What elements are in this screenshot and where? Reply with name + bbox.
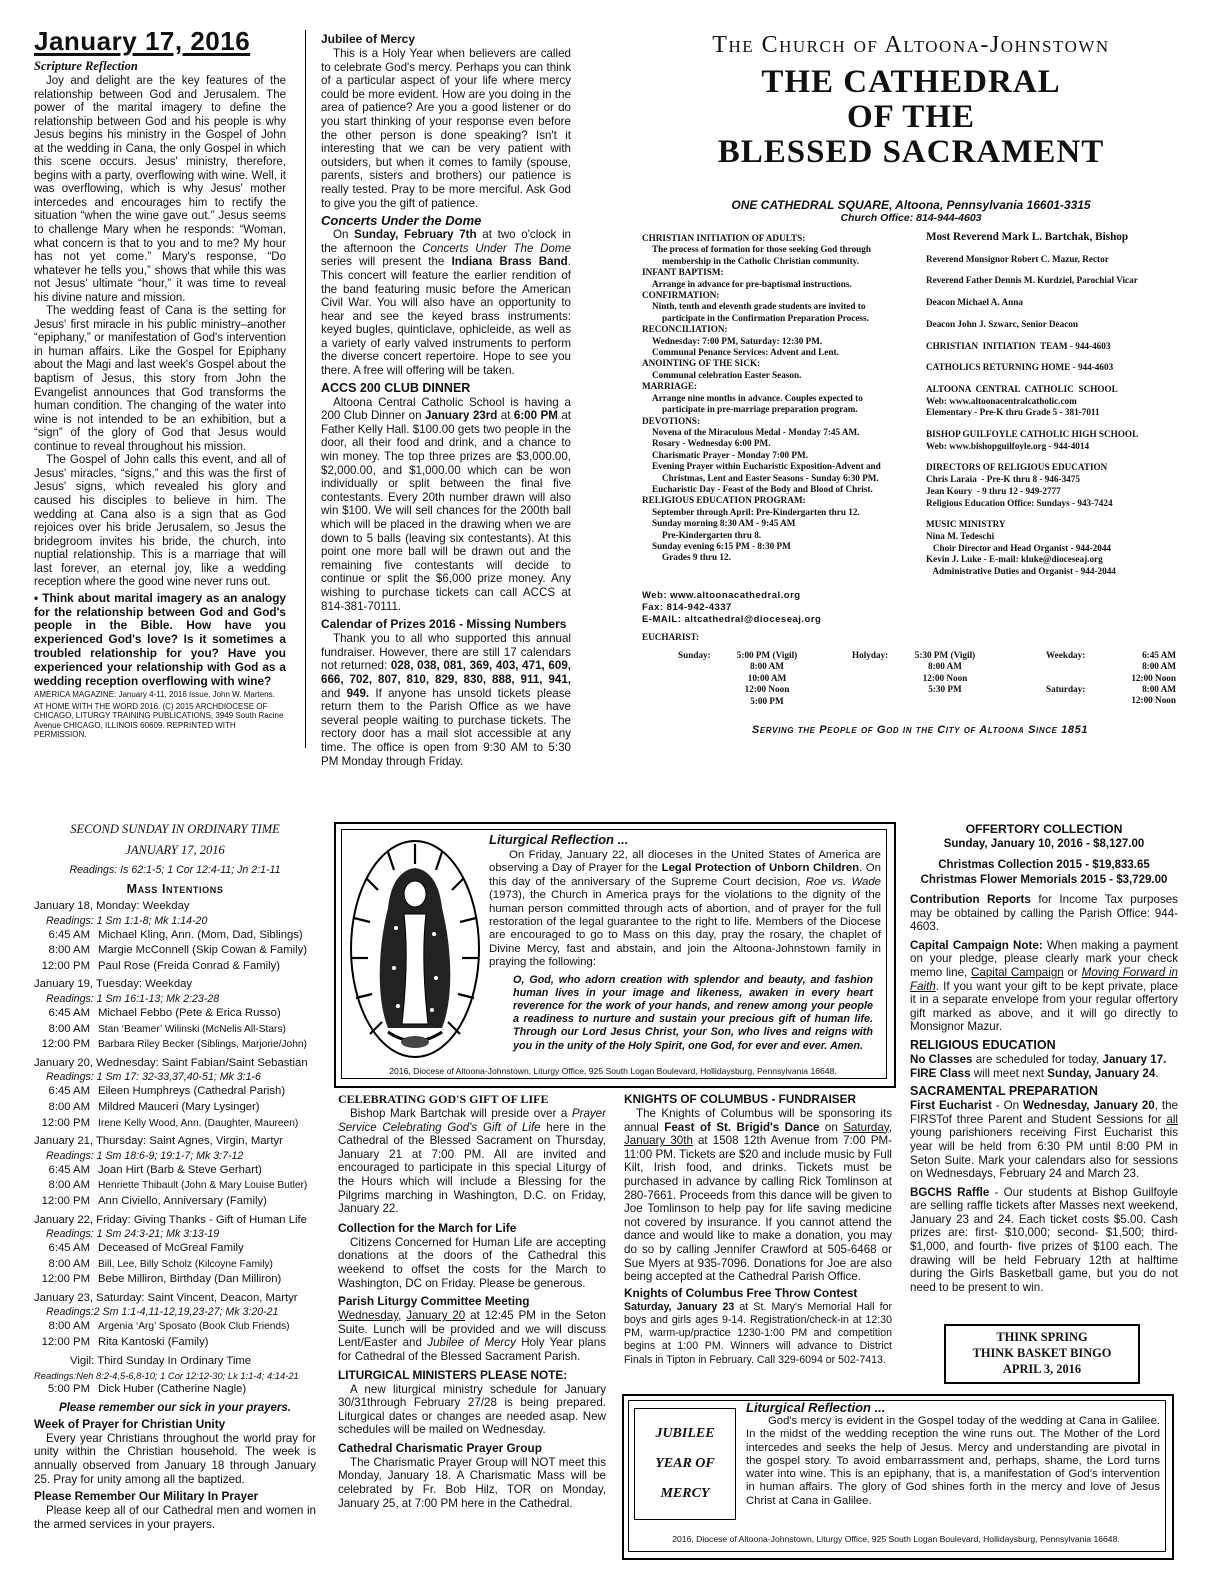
sacrament-detail: Charismatic Prayer - Monday 7:00 PM. [652,449,808,460]
sacrament-detail: Novena of the Miraculous Medal - Monday 7:45 AM. [652,426,860,437]
staff-line [926,287,1206,297]
sacramental-heading: SACRAMENTAL PREPARATION [910,1084,1098,1099]
staff-line: DIRECTORS OF RELIGIOUS EDUCATION [926,462,1108,473]
march-text: Citizens Concerned for Human Life are accepting donations at the doors of the Cathedral this weekend to offset the costs for the March to Washington, DC on Friday. Please be generous. [338,1235,606,1290]
gift-text: Bishop Mark Bartchak will preside over a Prayer Service Celebrating God's Gift of Life here in the Cathedral of the Blessed Sacrament on Thursday, January 21 at 7:00 PM. All are invited and encouraged to participate in this special Liturgy of the Hours which will include a Blessing for the Pilgrims marching in Washington, D.C. on Friday, January 22. [338,1107,606,1216]
guadalupe-image [348,838,482,1060]
staff-line [926,352,1206,362]
staff-line: BISHOP GUILFOYLE CATHOLIC HIGH SCHOOL [926,429,1139,440]
mass-intention: 12:00 PM Bebe Milliron, Birthday (Dan Milliron) [41,1273,282,1286]
mass-time: 5:00 PM [750,695,784,706]
mass-time: 10:00 AM [747,672,787,683]
mass-intention: 6:45 AM Eileen Humphreys (Cathedral Parish) [48,1085,286,1098]
masthead [620,32,1202,224]
email-link[interactable]: E-MAIL: altcathedral@dioceseaj.org [642,614,822,625]
staff-line: Deacon Michael A. Anna [926,297,1023,308]
website-link[interactable]: Web: www.altoonacathedral.org [642,590,801,601]
mass-day-title: January 22, Friday: Giving Thanks - Gift of Human Life [34,1213,307,1226]
sacrament-detail: participate in the Confirmation Preparation Process. [662,312,869,323]
sacrament-detail: Sunday morning 8:30 AM - 9:45 AM [652,518,796,529]
mass-day-readings: Readings: 1 Sm 1:1-8; Mk 1:14-20 [46,914,208,927]
liturgy-credit: 2016, Diocese of Altoona-Johnstown, Liturgy Office, 925 South Logan Boulevard, Hollidaysburg, Pennsylvania 16648. [389,1066,837,1076]
credit-line: AMERICA MAGAZINE: January 4-11, 2016 Issue, John W. Martens. [34,690,275,700]
mass-day [34,899,316,974]
staff-line: Kevin J. Luke - E-mail: kluke@dioceseaj.org [926,554,1103,565]
mass-time: 12:00 Noon [1131,695,1176,706]
calendar-text: Thank you to all who supported this annual fundraiser. However, there are still 17 calendars not returned: 028, 038, 081, 369, 403, 471, 609, 666, 702, 807, 810, 829, 830, 888, 911, 941, and 949. If anyone has unsold tickets please return them to the Parish Office as we have several people waiting to purchase tickets. The rectory door has a mail slot accessible at any time. The office is open from 9:30 AM to 5:30 PM Monday through Friday. [321,632,571,768]
liturgical-reflection-content [489,832,881,1053]
jubilee-reflection-text-block [746,1415,1160,1508]
right-column [910,822,1178,1294]
sacrament-detail: Wednesday: 7:00 PM, Saturday: 12:30 PM. [652,335,823,346]
weekday-times [1096,650,1176,684]
staff-line: CATHOLICS RETURNING HOME - 944-4603 [926,362,1114,373]
mass-time: 8:00 AM [928,661,962,672]
liturgical-reflection-title: Liturgical Reflection ... [489,832,629,847]
holyday-times [902,650,988,696]
mass-day-readings: Readings: 1 Sm 16:1-13; Mk 2:23-28 [46,992,220,1005]
mass-intention: 8:00 AM Stan ‘Beamer’ Wilinski (McNelis All-Stars) [48,1022,286,1035]
staff-line: Web: www.altoonacentralcatholic.com [926,395,1077,406]
column-divider [305,30,306,748]
sunday-readings: Readings: Is 62:1-5; 1 Cor 12:4-11; Jn 2:1-11 [69,864,281,876]
charismatic-text: The Charismatic Prayer Group will NOT meet this Monday, January 18. A Charismatic Mass will be celebrated by Fr. Bob Hilz, TOR on Monday, January 25, at 7:00 PM here in the Cathedral. [338,1455,606,1510]
staff-line [926,309,1206,319]
sacrament-detail: Christmas, Lent and Easter Seasons - Sunday 6:30 PM. [662,472,879,483]
calendar-heading: Calendar of Prizes 2016 - Missing Numbers [321,617,567,632]
sacrament-heading: INFANT BAPTISM: [642,267,724,278]
cathedral-title: THE CATHEDRAL OF THE BLESSED SACRAMENT [717,64,1105,170]
mass-intention: 8:00 AM Argenia ‘Arg’ Sposato (Book Club Friends) [48,1320,290,1333]
contribution-text: Contribution Reports for Income Tax purposes may be obtained by calling the Parish Office: 944-4603. [910,893,1178,934]
prayer-text: O, God, who adorn creation with splendor and beauty, and fashion human lives in your image and likeness, awaken in every heart reverence for the work of your hands, and renew among your people a readiness to nurture and sustain your precious gift of human life. Through our Lord Jesus Christ, your Son, who lives and reigns with you in the unity of the Holy Spirit, one God, for ever and ever. Amen. [513,973,873,1052]
scripture-paragraph: The Gospel of John calls this event, and all of Jesus' miracles, “signs,” and this was the first of Jesus' signs, which revealed his glory and caused his disciples to believe in him. The wedding at Cana also is a sign that as God rejoices over his bride Jerusalem, so Jesus the bridegroom invites his bride, the church, into nuptial relationship. This is a marriage that will last forever, an eternal joy, like a wedding reception where the good wine never runs out. [34,454,286,589]
staff-line: Chris Laraia - Pre-K thru 8 - 946-3475 [926,474,1080,485]
staff-line [926,374,1206,384]
staff-line [926,452,1206,462]
sick-reminder: Please remember our sick in your prayers. [58,1401,292,1414]
military-heading: Please Remember Our Military In Prayer [34,1489,259,1504]
accs-heading: ACCS 200 CLUB DINNER [321,380,471,395]
bulletin-date: January 17, 2016 [34,26,251,56]
mass-intention: 6:45 AM Michael Kling, Ann. (Mom, Dad, Siblings) [48,928,303,941]
religious-ed-text: No Classes are scheduled for today, January 17. FIRE Class will meet next Sunday, January 24. [910,1052,1167,1080]
mass-intention: 8:00 AM Bill, Lee, Billy Scholz (Kilcoyne Family) [48,1257,273,1270]
sacrament-heading: RELIGIOUS EDUCATION PROGRAM: [642,495,806,506]
mass-day-title: January 20, Wednesday: Saint Fabian/Saint Sebastian [34,1056,308,1069]
sacrament-detail: Grades 9 thru 12. [662,552,731,563]
staff-line: CHRISTIAN INITIATION TEAM - 944-4603 [926,340,1111,351]
mass-day [34,1056,316,1131]
mass-time: 5:00 PM (Vigil) [736,650,798,660]
mass-intention: 8:00 AM Mildred Mauceri (Mary Lysinger) [48,1100,260,1113]
jubilee-reflection-text: God's mercy is evident in the Gospel today of the wedding at Cana in Galilee. In the midst of the wedding reception the wine runs out. The Mother of the Lord intercedes and seeks the help of Jesus. Mercy and understanding are pivotal in the gospel story. To avoid embarrassment and, perhaps, shame, the Lord turns water into wine. This is an epiphany, that is, a manifestation of God's intervention in human affairs. The glory of God shines forth in the mercy and love of Jesus Christ at Cana in Galilee. [746,1415,1160,1507]
sunday-date: JANUARY 17, 2016 [125,843,225,857]
sacrament-detail: Arrange nine months in advance. Couples expected to [652,392,863,403]
sacrament-detail: Pre-Kindergarten thru 8. [662,529,762,540]
intentions-title: Mass Intentions [126,882,224,896]
mass-day-readings: Readings: 1 Sm 24:3-21; Mk 3:13-19 [46,1228,220,1241]
mass-day [34,1213,316,1288]
staff-line: Reverend Father Dennis M. Kurdziel, Parochial Vicar [926,275,1138,286]
staff-line: Elementary - Pre-K thru Grade 5 - 381-7011 [926,407,1100,418]
mass-intention: 6:45 AM Deceased of McGreal Family [48,1242,244,1255]
mass-day [34,977,316,1052]
eucharist-label: EUCHARIST: [642,632,700,642]
sacrament-detail: membership in the Catholic Christian community. [662,255,860,266]
mass-intention: 12:00 PM Barbara Riley Becker (Siblings, Marjorie/John) [41,1038,307,1051]
sacrament-heading: MARRIAGE: [642,381,698,392]
bingo-box: THINK SPRING THINK BASKET BINGO APRIL 3, 2016 [944,1324,1140,1384]
mass-time: 12:00 Noon [922,672,968,683]
plc-heading: Parish Liturgy Committee Meeting [338,1294,530,1309]
mass-day-title: January 23, Saturday: Saint Vincent, Deacon, Martyr [34,1291,298,1304]
sacrament-heading: RECONCILIATION: [642,324,728,335]
staff-line: Deacon John J. Szwarc, Senior Deacon [926,318,1079,329]
staff-line: Nina M. Tedeschi [926,530,995,541]
sacrament-detail: Communal Penance Services: Advent and Lent. [652,347,839,358]
vigil-title: Vigil: Third Sunday In Ordinary Time [70,1354,252,1367]
mass-day [34,1291,316,1351]
scripture-column [34,26,286,739]
gift-heading: CELEBRATING GOD'S GIFT OF LIFE [338,1092,549,1106]
mass-intention: 6:45 AM Joan Hirt (Barb & Steve Gerhart) [48,1163,262,1176]
sacraments-list [642,233,932,564]
sacrament-detail: participate in pre-marriage preparation program. [662,404,858,415]
sacrament-heading: CONFIRMATION: [642,290,720,301]
ministers-text: A new liturgical ministry schedule for January 30/31through February 27/28 is being prepared. Liturgical dates or changes are needed asap. New schedules will be mailed on Wednesday. [338,1382,606,1437]
church-name: The Church of Altoona-Johnstown [712,32,1110,58]
mass-day-title: January 18, Monday: Weekday [34,900,190,912]
staff-line [926,244,1206,254]
mass-intention: 8:00 AM Margie McConnell (Skip Cowan & Family) [48,944,308,957]
koc-text: The Knights of Columbus will be sponsoring its annual Feast of St. Brigid's Dance on Saturday, January 30th at 1508 12th Avenue from 7:00 PM-11:00 PM. Tickets are $20 and include music by Full Kilt, Irish food, and drinks. Tickets must be purchased in advance by calling Rick Tomlinson at 280-7661. Proceeds from this dance will be given to Joe Tomlinson to help pay for life saving medicine not covered by insurance. If you cannot attend the dance and would like to make a donation, you may do so by calling Jennifer Crawford at 505-6468 or Sue Myers at 935-7096. Donations for Joe are also being accepted at the Cathedral Parish Office. [624,1107,892,1284]
mass-intention: 6:45 AM Michael Febbo (Pete & Erica Russo) [48,1006,281,1019]
credit-line: AT HOME WITH THE WORD 2016. (C) 2015 ARCHDIOCESE OF CHICAGO, LITURGY TRAINING PUBLICATIONS, 3949 South Racine Avenue CHICAGO, ILLINOIS 60609. REPRINTED WITH PERMISSION. [34,701,284,739]
mass-day-title: January 19, Tuesday: Weekday [34,978,193,991]
concerts-text: On Sunday, February 7th at two o'clock in the afternoon the Concerts Under The Dome series will present the Indiana Brass Band. This concert will feature the earlier rendition of the band featuring music before the American Civil War. You will also have an opportunity to hear and see the keyed brass instruments: keyed bugles, quinticlave, ophicleide, as well as a variety of early valved instruments to perform the diverse concert repertoire. Hope to see you there. A free will offering will be taken. [321,228,571,378]
staff-line: Jean Koury - 9 thru 12 - 949-2777 [926,485,1061,496]
mass-time: 12:00 Noon [1131,672,1176,683]
gift-of-life-column [338,1092,606,1510]
mass-time: 12:00 Noon [744,684,790,695]
sacrament-detail: Communal celebration Easter Season. [652,369,802,380]
koc-heading: KNIGHTS OF COLUMBUS - FUNDRAISER [624,1092,856,1106]
mass-day-title: January 21, Thursday: Saint Agnes, Virgin, Martyr [34,1135,283,1148]
staff-line: Religious Education Office: Sundays - 943-7424 [926,497,1113,508]
unity-heading: Week of Prayer for Christian Unity [34,1416,226,1431]
sacrament-heading: CHRISTIAN INITIATION OF ADULTS: [642,233,806,243]
serving-tagline: Serving the People of God in the City of Altoona Since 1851 [751,724,1089,736]
mass-day-list [34,899,316,1351]
knights-column [624,1092,892,1367]
staff-line: Administrative Duties and Organist - 944-2044 [926,566,1116,577]
staff-line: Most Reverend Mark L. Bartchak, Bishop [926,231,1129,243]
mass-time: 8:00 AM [1142,661,1176,672]
staff-line [926,509,1206,519]
sacrament-detail: Eucharistic Day - Feast of the Body and Blood of Christ. [652,483,873,494]
sacrament-detail: Ninth, tenth and eleventh grade students are invited to [652,301,866,312]
mass-day-readings: Readings: 1 Sm 18:6-9; 19:1-7; Mk 3:7-12 [46,1149,244,1162]
mass-intention: 12:00 PM Rita Kantoski (Family) [41,1336,209,1349]
jubilee-heading: Jubilee of Mercy [321,32,416,46]
mass-day [34,1134,316,1209]
sunday-label: Sunday: [678,650,711,660]
staff-line: Reverend Monsignor Robert C. Mazur, Rector [926,253,1109,264]
staff-line [926,331,1206,341]
mass-time: 5:30 PM (Vigil) [914,650,976,660]
sunday-title: SECOND SUNDAY IN ORDINARY TIME [70,822,280,836]
mass-intention: 5:00 PM Dick Huber (Catherine Nagle) [47,1383,247,1396]
scripture-paragraph: Joy and delight are the key features of the relationship between God and Jerusalem. The power of the marital imagery to define the relationship between God and his people is why Jesus begins his ministry in the Gospel of John at the wedding in Cana, the only Gospel in which this scene occurs. Jesus' ministry, therefore, begins with a party, overflowing with wine. Well, it was overflowing, which is why Jesus' mother intercedes and encourages him to rectify the situation “when the wine gave out.” Jesus seems to challenge Mary when he responds: “Woman, what concern is that to you and to me? My hour has not yet come.” Mary's response, “Do whatever he tells you,” shows that while this was not Jesus' ultimate “hour,” it was time to reveal his divine nature and mission. [34,75,286,304]
sacrament-detail: The process of formation for those seeking God through [652,244,871,255]
mass-intention: 12:00 PM Ann Civiello, Anniversary (Family) [41,1194,267,1207]
mass-time: 5:30 PM [928,684,962,695]
jubilee-credit: 2016, Diocese of Altoona-Johnstown, Liturgy Office, 925 South Logan Boulevard, Hollidaysburg, Pennsylvania 16648. [672,1534,1120,1544]
unity-text: Every year Christians throughout the world pray for unity within the Christian household. The week is annually observed from January 18 through January 25. Pray for unity among all the baptized. [34,1431,316,1486]
vigil-readings: Readings:Neh 8:2-4,5-6,8-10; 1 Cor 12:12-30; Lk 1:1-4; 4:14-21 [34,1370,299,1382]
sacrament-detail: September through April: Pre-Kindergarten thru 12. [652,506,860,517]
mass-intentions [34,822,316,1531]
offertory-block: OFFERTORY COLLECTION Sunday, January 10, 2016 - $8,127.00 Christmas Collection 2015 - $19,833.65 Christmas Flower Memorials 2015 - $3,729.00 [920,822,1168,886]
religious-ed-heading: RELIGIOUS EDUCATION [910,1037,1056,1052]
address: ONE CATHEDRAL SQUARE, Altoona, Pennsylvania 16601-3315 [731,198,1091,212]
sacrament-detail: Arrange in advance for pre-baptismal instructions. [652,278,852,289]
free-throw-heading: Knights of Columbus Free Throw Contest [624,1285,858,1300]
mass-time: 6:45 AM [1142,650,1176,660]
scripture-paragraph: The wedding feast of Cana is the setting for Jesus' first miracle in his public ministry–another “epiphany,” or manifestation of God's intervention in human affairs. Like the Gospel for Epiphany about the Magi and last week's Gospel about the baptism of Jesus, this story from John the Evangelist announces that God transforms the human condition. The changing of the water into wine is not intended to be an exhibition, but a “sign” of the glory of God that Jesus would continue to reveal throughout his mission. [34,305,286,453]
military-text: Please keep all of our Cathedral men and women in the armed services in your prayers. [34,1504,316,1531]
staff-line: ALTOONA CENTRAL CATHOLIC SCHOOL [926,383,1118,394]
staff-line: Choir Director and Head Organist - 944-2044 [926,542,1112,553]
staff-line [926,419,1206,429]
sacramental-text: First Eucharist - On Wednesday, January 20, the FIRSTof three Parent and Student Sessions for all young parishioners receiving First Eucharist this year will be held from 6:30 PM until 8:00 PM in Seton Suite. Mark your calendars also for sessions on Wednesdays, February 24 and March 23. [910,1099,1178,1181]
staff-line [926,265,1206,275]
charismatic-heading: Cathedral Charismatic Prayer Group [338,1440,542,1455]
mass-intention: 12:00 PM Paul Rose (Freida Conrad & Family) [41,959,281,972]
plc-text: Wednesday, January 20 at 12:45 PM in the Seton Suite. Lunch will be provided and we will discuss Lent/Easter and Jubilee of Mercy Holy Year plans for Cathedral of the Blessed Sacrament Parish. [338,1309,606,1363]
accs-text: Altoona Central Catholic School is having a 200 Club Dinner on January 23rd at 6:00 PM at Father Kelly Hall. $100.00 gets two people in the door, all their food and drink, and a chance to win money. The top three prizes are $3,000.00, $2,000.00, and $1,000.00 which can be won individually or split between the final five contestants. Every 20th number drawn will also win $100. We will sell chances for the 200th ball which will be placed in the drawing when we are down to 5 balls (leaving six contestants). At this point one more ball will be drawn out and the remaining five contestants will decide to continue or split the $6,000 prize money. Any wishing to purchase tickets can call ACCS at 814-381-70111. [321,395,572,613]
weekday-label: Weekday: [1046,650,1086,660]
contact-info [642,590,932,626]
mass-time: 8:00 AM [750,661,784,672]
scripture-text [34,75,286,590]
staff-line: Web: www.bishopguilfoyle.org - 944-4014 [926,440,1090,451]
liturgical-reflection-text: On Friday, January 22, all dioceses in the United States of America are observing a Day of Prayer for the Legal Protection of Unborn Children. On this day of the anniversary of the Supreme Court decision, Roe vs. Wade (1973), the Church in America prays for the violations to the dignity of the human person committed through acts of abortion, and of prayer for the full restoration of the legal guarantee to the right to life. Members of the Diocese are encouraged to go to Mass on this day, pray the rosary, the chaplet of Divine Mercy, fast and abstain, and join the Altoona-Johnstown family in praying the following: [489,849,881,969]
mass-day-readings: Readings:2 Sm 1:1-4,11-12,19,23-27; Mk 3:20-21 [46,1306,279,1319]
concerts-heading: Concerts Under the Dome [321,213,482,229]
jubilee-reflection-title: Liturgical Reflection ... [746,1400,886,1415]
capital-campaign-text: Capital Campaign Note: When making a payment on your pledge, please clearly mark your check memo line, Capital Campaign or Moving Forward in Faith. If you want your gift to be kept private, place it in a separate envelope from your regular offertory gift marked as above, and it will go directly to Monsignor Mazur. [910,938,1179,1034]
sacrament-detail: Rosary - Wednesday 6:00 PM. [652,438,771,449]
jubilee-text: This is a Holy Year when believers are called to celebrate God's mercy. Perhaps you can think of a particular aspect of your life where mercy could be more evident. How are you doing in the area of patience? Are you a good listener or do you start thinking of your response even before the other person is done speaking? Isn't it interesting that we can be very patient with outsiders, but when it comes to family (spouse, parents, sisters and brothers) our patience is really tested. Pray to be more merciful. Ask God to give you the gift of patience. [321,47,571,210]
raffle-text: BGCHS Raffle - Our students at Bishop Guilfoyle are selling raffle tickets after Masses next weekend, January 23 and 24. Each ticket costs $5.00. Cash prizes are: first- $10,000; second- $1,500; third- $1,000, and fourth- five prizes of $100 each. The drawing will be held February 12th at halftime during the Girls Basketball game, but you do not need to be present to win. [910,1185,1178,1294]
sacrament-detail: Evening Prayer within Eucharistic Exposition-Advent and [652,461,881,472]
saturday-label: Saturday: [1046,684,1086,694]
sacrament-detail: Sunday evening 6:15 PM - 8:30 PM [652,540,791,551]
sacrament-heading: DEVOTIONS: [642,415,701,426]
sacrament-heading: ANOINTING OF THE SICK: [642,358,761,369]
mass-time: 8:00 AM [1142,684,1176,694]
scripture-subtitle: Scripture Reflection [34,59,138,73]
saturday-times [1096,684,1176,707]
jubilee-badge: JUBILEE YEAR OF MERCY [634,1408,736,1520]
fax-number: Fax: 814-942-4337 [642,602,732,613]
staff-list [926,232,1206,578]
march-heading: Collection for the March for Life [338,1220,517,1235]
ministers-heading: LITURGICAL MINISTERS PLEASE NOTE: [338,1367,568,1382]
mass-intention: 12:00 PM Irene Kelly Wood, Ann. (Daughter, Maureen) [41,1116,299,1129]
mass-intention: 8:00 AM Henriette Thibault (John & Mary Louise Butler) [48,1179,308,1192]
staff-line: MUSIC MINISTRY [926,519,1006,530]
holyday-label: Holyday: [852,650,889,660]
reflection-question: • Think about marital imagery as an analogy for the relationship between God and God's people in the Bible. How have you experienced God's love? Is it sometimes a troubled relationship for you? Have you experienced your relationship with God as a wedding reception overflowing with wine? [34,590,286,688]
column-two [321,32,571,768]
free-throw-text: Saturday, January 23 at St. Mary's Memorial Hall for boys and girls ages 9-14. Registration/check-in at 12:30 PM, warm-up/practice 1230-1:00 PM and competition begins at 1:00 PM. Winners will advance to District Finals in Tipton in February. Call 329-6094 or 502-7413. [624,1300,893,1366]
mass-day-readings: Readings: 1 Sm 17: 32-33,37,40-51; Mk 3:1-6 [46,1071,261,1084]
eucharist-schedule [642,632,1182,706]
sunday-times [724,650,810,707]
office-phone: Church Office: 814-944-4603 [840,212,982,224]
